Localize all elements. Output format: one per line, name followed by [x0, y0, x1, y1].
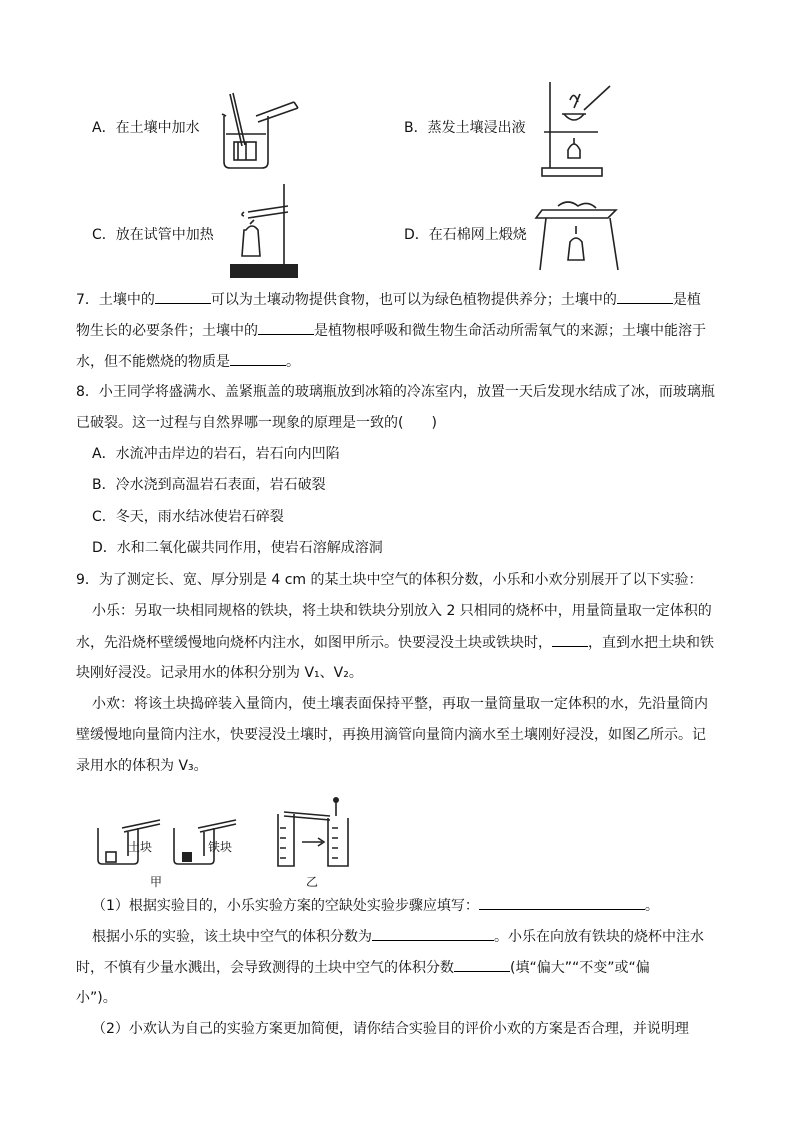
sub1-line3: 时，不慎有少量水溅出，会导致测得的土块中空气的体积分数 (填“偏大”“不变”或“偏 [76, 957, 650, 978]
q7-line2: 物生长的必要条件；土壤中的 是植物根呼吸和微生物生命活动所需氧气的来源；土壤中能溶于 [76, 320, 706, 341]
q8-option-d: D．水和二氧化碳共同作用，使岩石溶解成溶洞 [92, 540, 383, 556]
figure-yi-cylinders-image [270, 808, 366, 870]
sub1-line2: 根据小乐的实验，该土块中空气的体积分数为 。小乐在向放有铁块的烧杯中注水 [92, 926, 704, 947]
q8-stem-line2: 已破裂。这一过程与自然界哪一现象的原理是一致的( ) [76, 415, 437, 431]
option-a: A．在土壤中加水 [92, 120, 200, 136]
soil-block-label: 土块 [128, 840, 153, 854]
q9-xiaole-line2: 水，先沿烧杯壁缓慢地向烧杯内注水，如图甲所示。快要浸没土块或铁块时， ，直到水把土块和铁 [76, 632, 714, 653]
q7-line1: 7．土壤中的 可以为土壤动物提供食物，也可以为绿色植物提供养分；土壤中的 是植 [76, 289, 701, 310]
option-d: D．在石棉网上煅烧 [404, 227, 527, 243]
apparatus-evaporation-image [540, 80, 620, 180]
q9-xiaole-line1: 小乐：另取一块相同规格的铁块，将土块和铁块分别放入 2 只相同的烧杯中，用量筒量取一定体积的 [92, 603, 712, 619]
sub2-line1: （2）小欢认为自己的实验方案更加简便，请你结合实验目的评价小欢的方案是否合理，并说明理 [92, 1021, 689, 1037]
option-b: B．蒸发土壤浸出液 [404, 120, 526, 136]
q8-stem-line1: 8．小王同学将盛满水、盖紧瓶盖的玻璃瓶放到冰箱的冷冻室内，放置一天后发现水结成了冰，而玻璃瓶 [76, 384, 715, 400]
figure-jia-caption: 甲 [150, 875, 163, 889]
q9-xiaohuan-line1: 小欢：将该土块捣碎装入量筒内，使土壤表面保持平整，再取一量筒量取一定体积的水，先沿量筒内 [92, 696, 708, 712]
q9-stem: 9．为了测定长、宽、厚分别是 4 cm 的某土块中空气的体积分数，小乐和小欢分别展开了以下实验： [76, 572, 703, 588]
sub1-line4: 小”)。 [76, 990, 117, 1006]
q9-xiaohuan-line2: 壁缓慢地向量筒内注水，快要浸没土壤时，再换用滴管向量筒内滴水至土壤刚好浸没，如图乙所示。记 [76, 727, 706, 743]
option-c: C．放在试管中加热 [92, 227, 214, 243]
q8-option-b: B．冷水浇到高温岩石表面，岩石破裂 [92, 477, 326, 493]
iron-block-label: 铁块 [208, 840, 233, 854]
sub1-line1: （1）根据实验目的，小乐实验方案的空缺处实验步骤应填写： 。 [92, 895, 659, 916]
apparatus-beaker-dropper-image [216, 88, 306, 172]
figure-yi-caption: 乙 [306, 875, 319, 889]
q8-option-c: C．冬天，雨水结冰使岩石碎裂 [92, 509, 284, 525]
apparatus-test-tube-heating-image [226, 182, 302, 282]
q9-xiaole-line3: 块刚好浸没。记录用水的体积分别为 V₁、V₂。 [76, 665, 363, 681]
q8-option-a: A．水流冲击岸边的岩石，岩石向内凹陷 [92, 446, 340, 462]
q7-line3: 水，但不能燃烧的物质是 。 [76, 351, 300, 372]
apparatus-asbestos-net-image [532, 194, 626, 272]
q9-xiaohuan-line3: 录用水的体积为 V₃。 [76, 758, 208, 774]
